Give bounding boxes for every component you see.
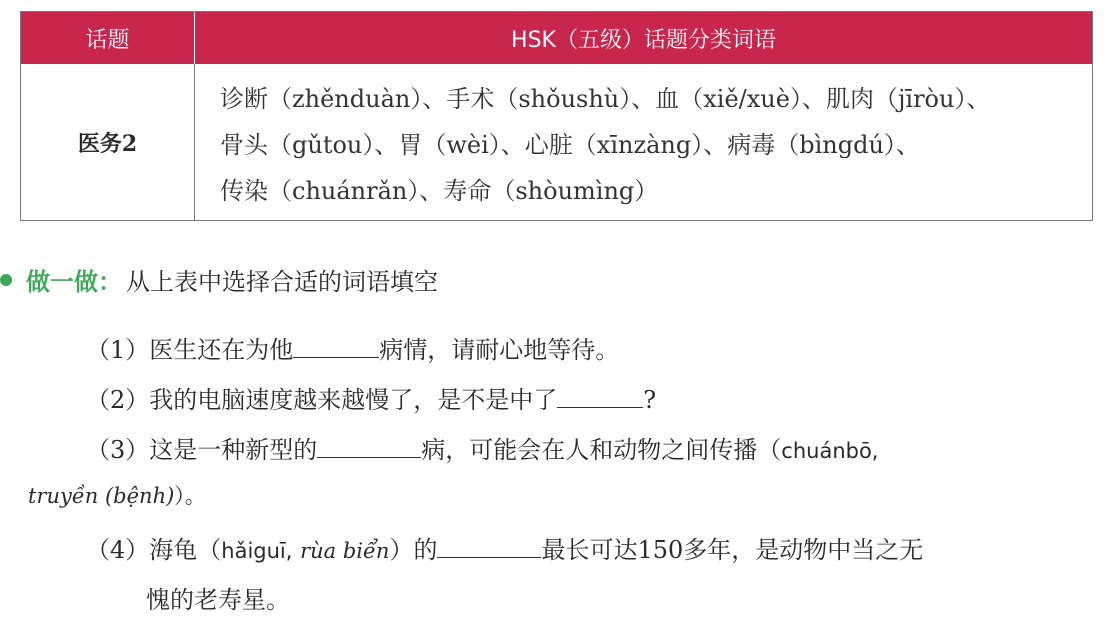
q3-number: （3） bbox=[86, 436, 150, 464]
word-line-1: 诊断（zhěnduàn）、手术（shǒushù）、血（xiě/xuè）、肌肉（jīròu）、 bbox=[220, 85, 991, 113]
q3-pinyin: chuánbō, bbox=[781, 439, 879, 463]
q3-end: ）。 bbox=[174, 484, 206, 508]
q4-text-b: ）的 bbox=[389, 536, 438, 564]
exercise-label: 做一做： bbox=[26, 267, 122, 296]
word-line-2: 骨头（gǔtou）、胃（wèi）、心脏（xīnzàng）、病毒（bìngdú）、 bbox=[220, 131, 920, 159]
q3-viet: truyền (bệnh) bbox=[28, 484, 175, 508]
q2-number: （2） bbox=[86, 386, 150, 414]
q2-text-a: 我的电脑速度越来越慢了，是不是中了 bbox=[149, 386, 558, 414]
q2-text-b: ? bbox=[643, 386, 657, 414]
exercise-heading bbox=[0, 262, 438, 297]
row-topic: 医务2 bbox=[21, 64, 195, 220]
word-list bbox=[195, 64, 1092, 220]
q4-text-c: 最长可达150多年，是动物中当之无 bbox=[541, 536, 924, 564]
header-category: HSK（五级）话题分类词语 bbox=[511, 27, 776, 53]
q3-blank[interactable] bbox=[317, 433, 421, 458]
q1-number: （1） bbox=[86, 336, 150, 364]
exercise-instruction: 从上表中选择合适的词语填空 bbox=[126, 268, 438, 296]
question-2 bbox=[86, 380, 656, 415]
q4-number: （4） bbox=[86, 536, 150, 564]
q4-blank[interactable] bbox=[437, 533, 541, 558]
header-topic: 话题 bbox=[21, 12, 195, 64]
q1-blank[interactable] bbox=[293, 333, 379, 358]
q3-text-a: 这是一种新型的 bbox=[149, 436, 318, 464]
question-4-cont bbox=[146, 580, 290, 615]
vocab-table bbox=[20, 11, 1093, 221]
table-header bbox=[21, 12, 1092, 64]
q2-blank[interactable] bbox=[557, 383, 643, 408]
q4-text-a: 海龟（ bbox=[149, 536, 222, 564]
q4-pinyin: hǎiguī, bbox=[221, 539, 293, 563]
question-3-cont bbox=[28, 480, 206, 510]
q4-text-d: 愧的老寿星。 bbox=[146, 586, 290, 614]
word-line-3: 传染（chuánrǎn）、寿命（shòumìng） bbox=[220, 177, 659, 205]
question-3 bbox=[86, 430, 878, 465]
table-row bbox=[21, 64, 1092, 220]
bullet-icon bbox=[0, 274, 12, 286]
q1-text-a: 医生还在为他 bbox=[149, 336, 294, 364]
question-4 bbox=[86, 530, 923, 565]
q1-text-b: 病情，请耐心地等待。 bbox=[379, 336, 620, 364]
q4-viet: rùa biển bbox=[300, 539, 390, 563]
q3-text-b: 病，可能会在人和动物之间传播（ bbox=[421, 436, 782, 464]
question-1 bbox=[86, 330, 619, 365]
